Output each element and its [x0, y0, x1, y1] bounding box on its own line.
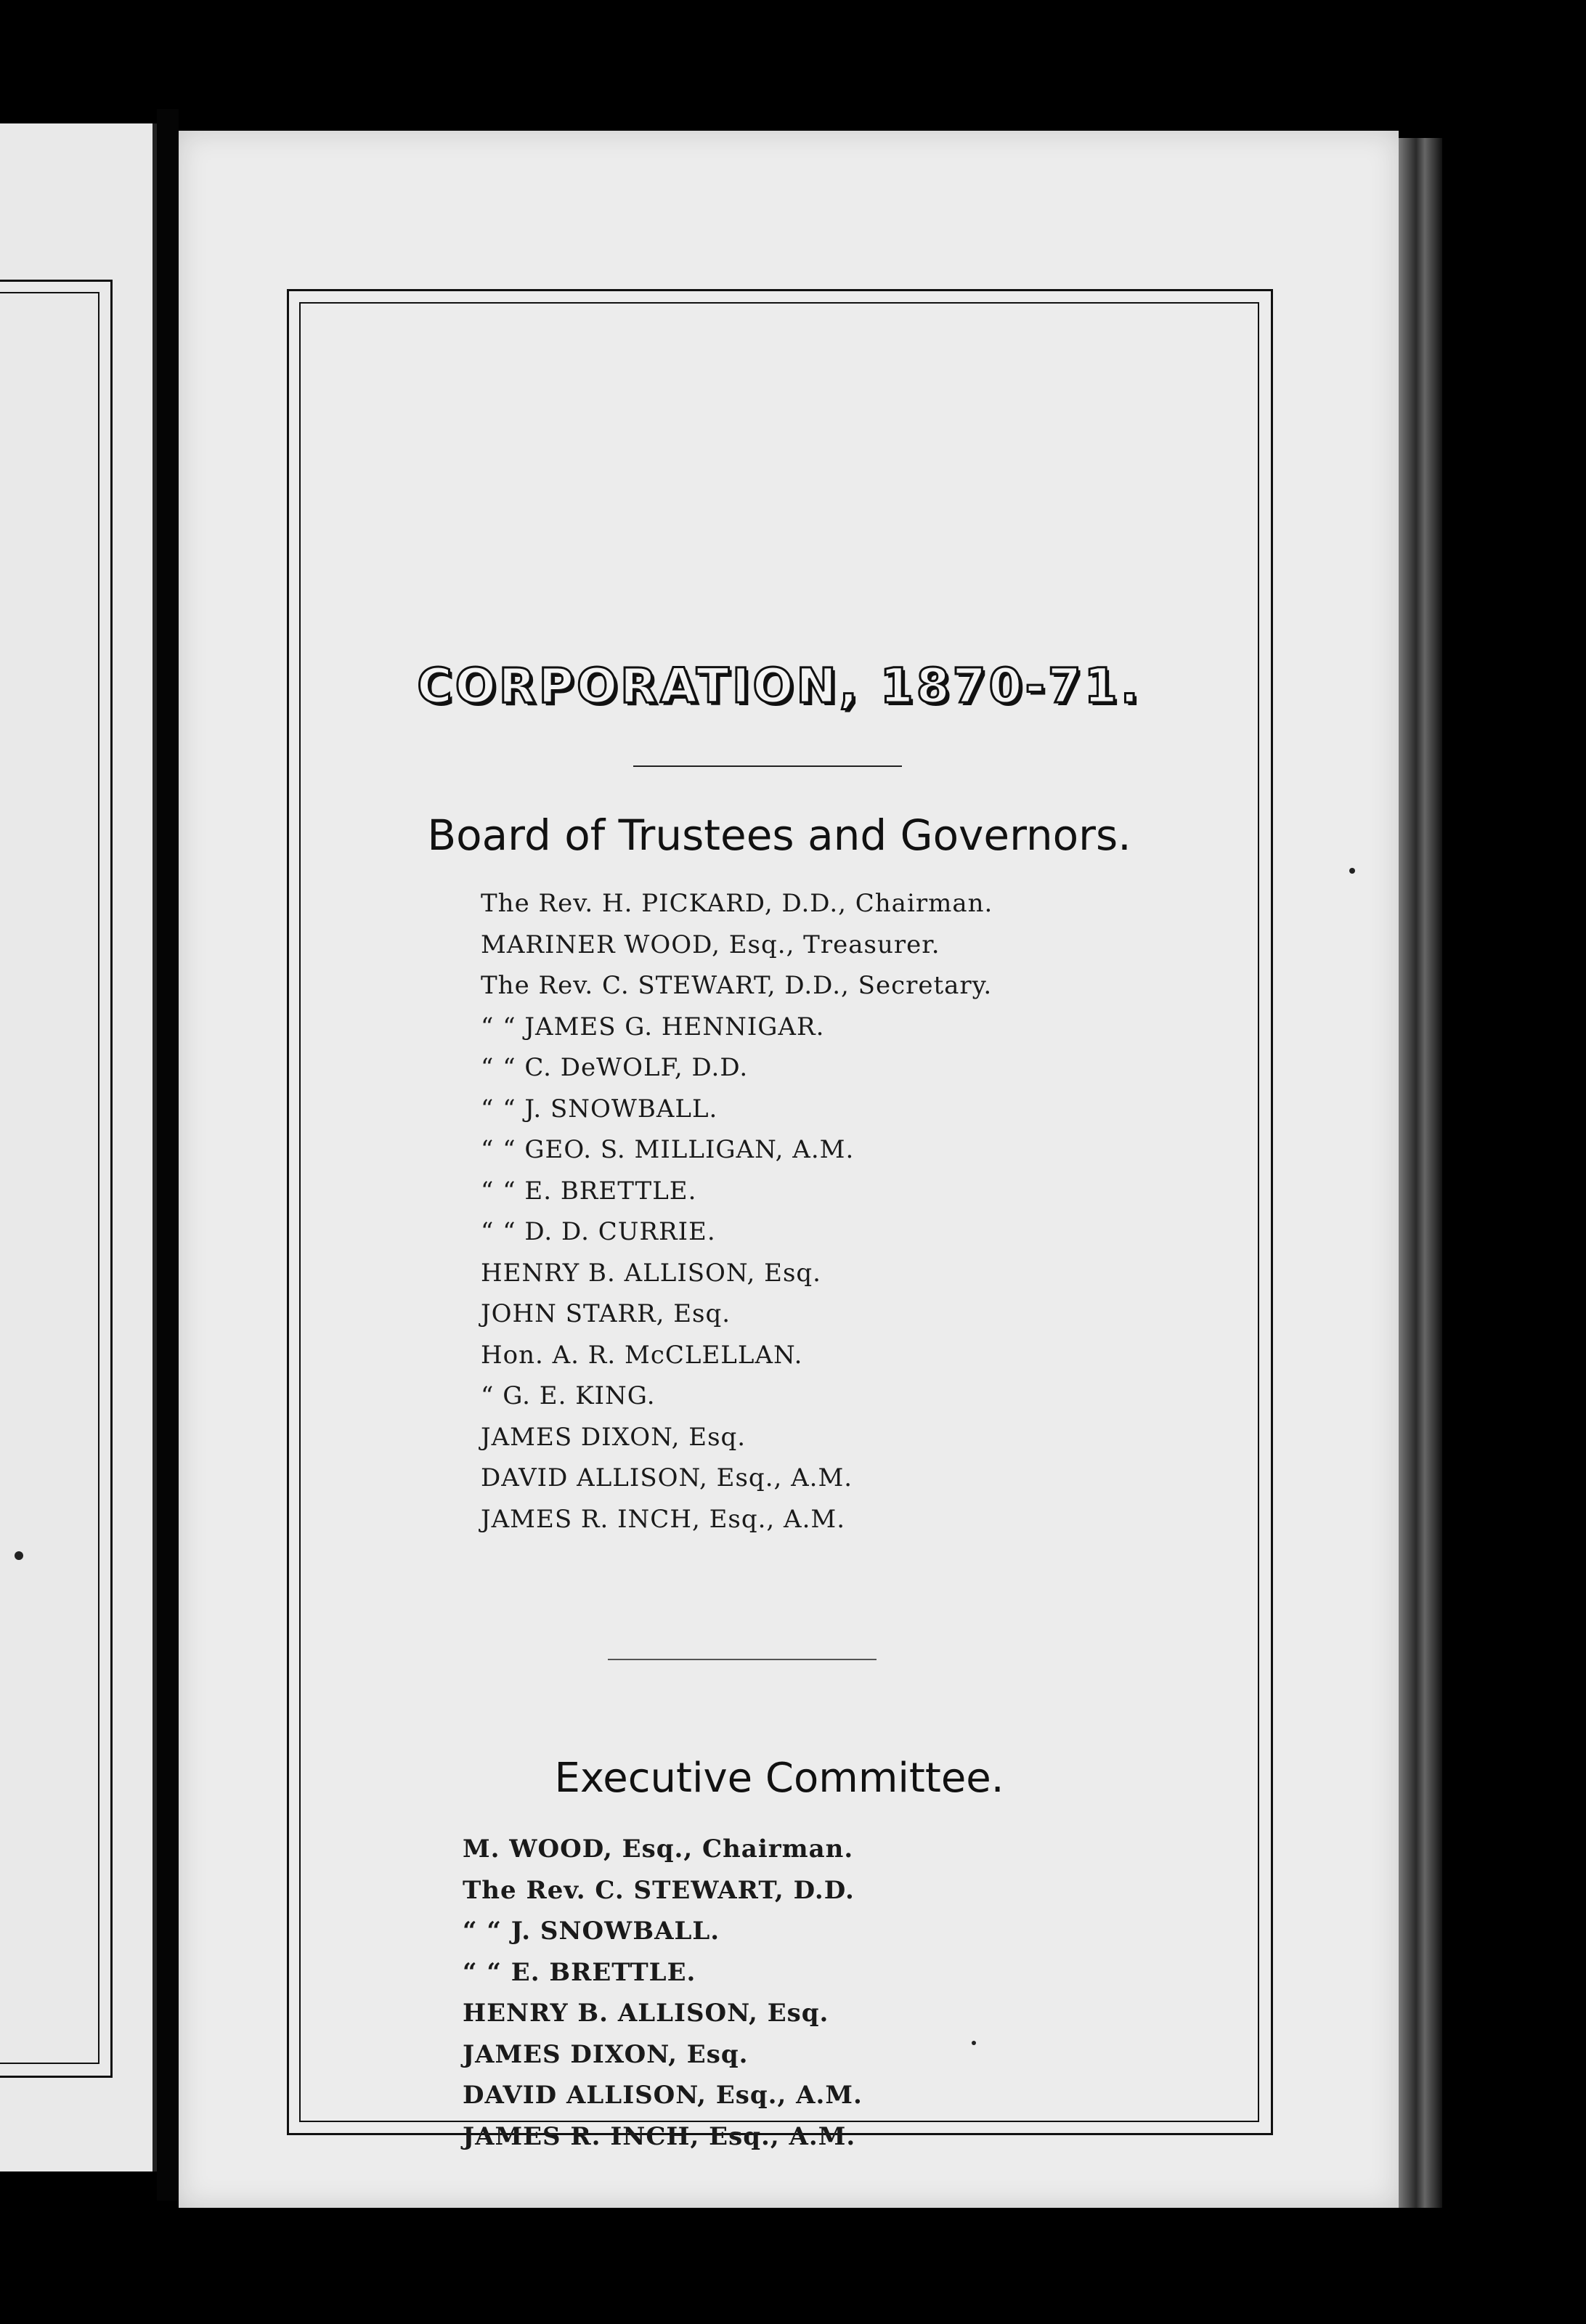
- member-entry: JAMES R. INCH, Esq., A.M.: [481, 1504, 846, 1534]
- executive-heading: Executive Committee.: [554, 1755, 1004, 1802]
- document-page: [179, 131, 1399, 2208]
- page-title: CORPORATION, 1870-71.: [417, 658, 1142, 714]
- member-entry: “ “ JAMES G. HENNIGAR.: [481, 1012, 825, 1041]
- speck: [15, 1551, 23, 1560]
- previous-page-frame-inner: [0, 292, 99, 2064]
- speck: [972, 2041, 976, 2045]
- member-entry: The Rev. C. STEWART, D.D.: [463, 1875, 855, 1905]
- executive-member-list: [463, 1829, 863, 2157]
- page-content: [299, 302, 1259, 2151]
- member-entry: “ “ E. BRETTLE.: [481, 1176, 697, 1206]
- member-entry: MARINER WOOD, Esq., Treasurer.: [481, 930, 940, 959]
- member-entry: JAMES DIXON, Esq.: [481, 1422, 747, 1452]
- title-divider: [633, 765, 902, 767]
- member-entry: “ “ GEO. S. MILLIGAN, A.M.: [481, 1135, 855, 1164]
- member-entry: Hon. A. R. McCLELLAN.: [481, 1340, 803, 1370]
- member-entry: “ G. E. KING.: [481, 1381, 656, 1410]
- member-entry: DAVID ALLISON, Esq., A.M.: [463, 2081, 863, 2110]
- member-entry: The Rev. C. STEWART, D.D., Secretary.: [481, 971, 993, 1000]
- member-entry: JOHN STARR, Esq.: [481, 1299, 731, 1328]
- member-entry: “ “ J. SNOWBALL.: [463, 1917, 720, 1946]
- member-entry: JAMES R. INCH, Esq., A.M.: [463, 2121, 856, 2151]
- board-heading: Board of Trustees and Governors.: [427, 810, 1131, 860]
- board-member-list: [481, 883, 993, 1540]
- page-edge-shadow: [1399, 138, 1442, 2208]
- book-gutter: [157, 109, 179, 2201]
- section-divider: [608, 1659, 877, 1660]
- member-entry: “ “ E. BRETTLE.: [463, 1957, 696, 1987]
- speck: [1349, 868, 1355, 874]
- member-entry: “ “ J. SNOWBALL.: [481, 1094, 718, 1124]
- member-entry: “ “ D. D. CURRIE.: [481, 1217, 716, 1246]
- member-entry: JAMES DIXON, Esq.: [463, 2039, 749, 2069]
- member-entry: M. WOOD, Esq., Chairman.: [463, 1835, 854, 1864]
- previous-page-edge: [0, 123, 157, 2171]
- member-entry: HENRY B. ALLISON, Esq.: [463, 1999, 829, 2028]
- member-entry: “ “ C. DeWOLF, D.D.: [481, 1053, 749, 1082]
- member-entry: The Rev. H. PICKARD, D.D., Chairman.: [481, 889, 993, 918]
- member-entry: HENRY B. ALLISON, Esq.: [481, 1258, 821, 1288]
- member-entry: DAVID ALLISON, Esq., A.M.: [481, 1463, 853, 1492]
